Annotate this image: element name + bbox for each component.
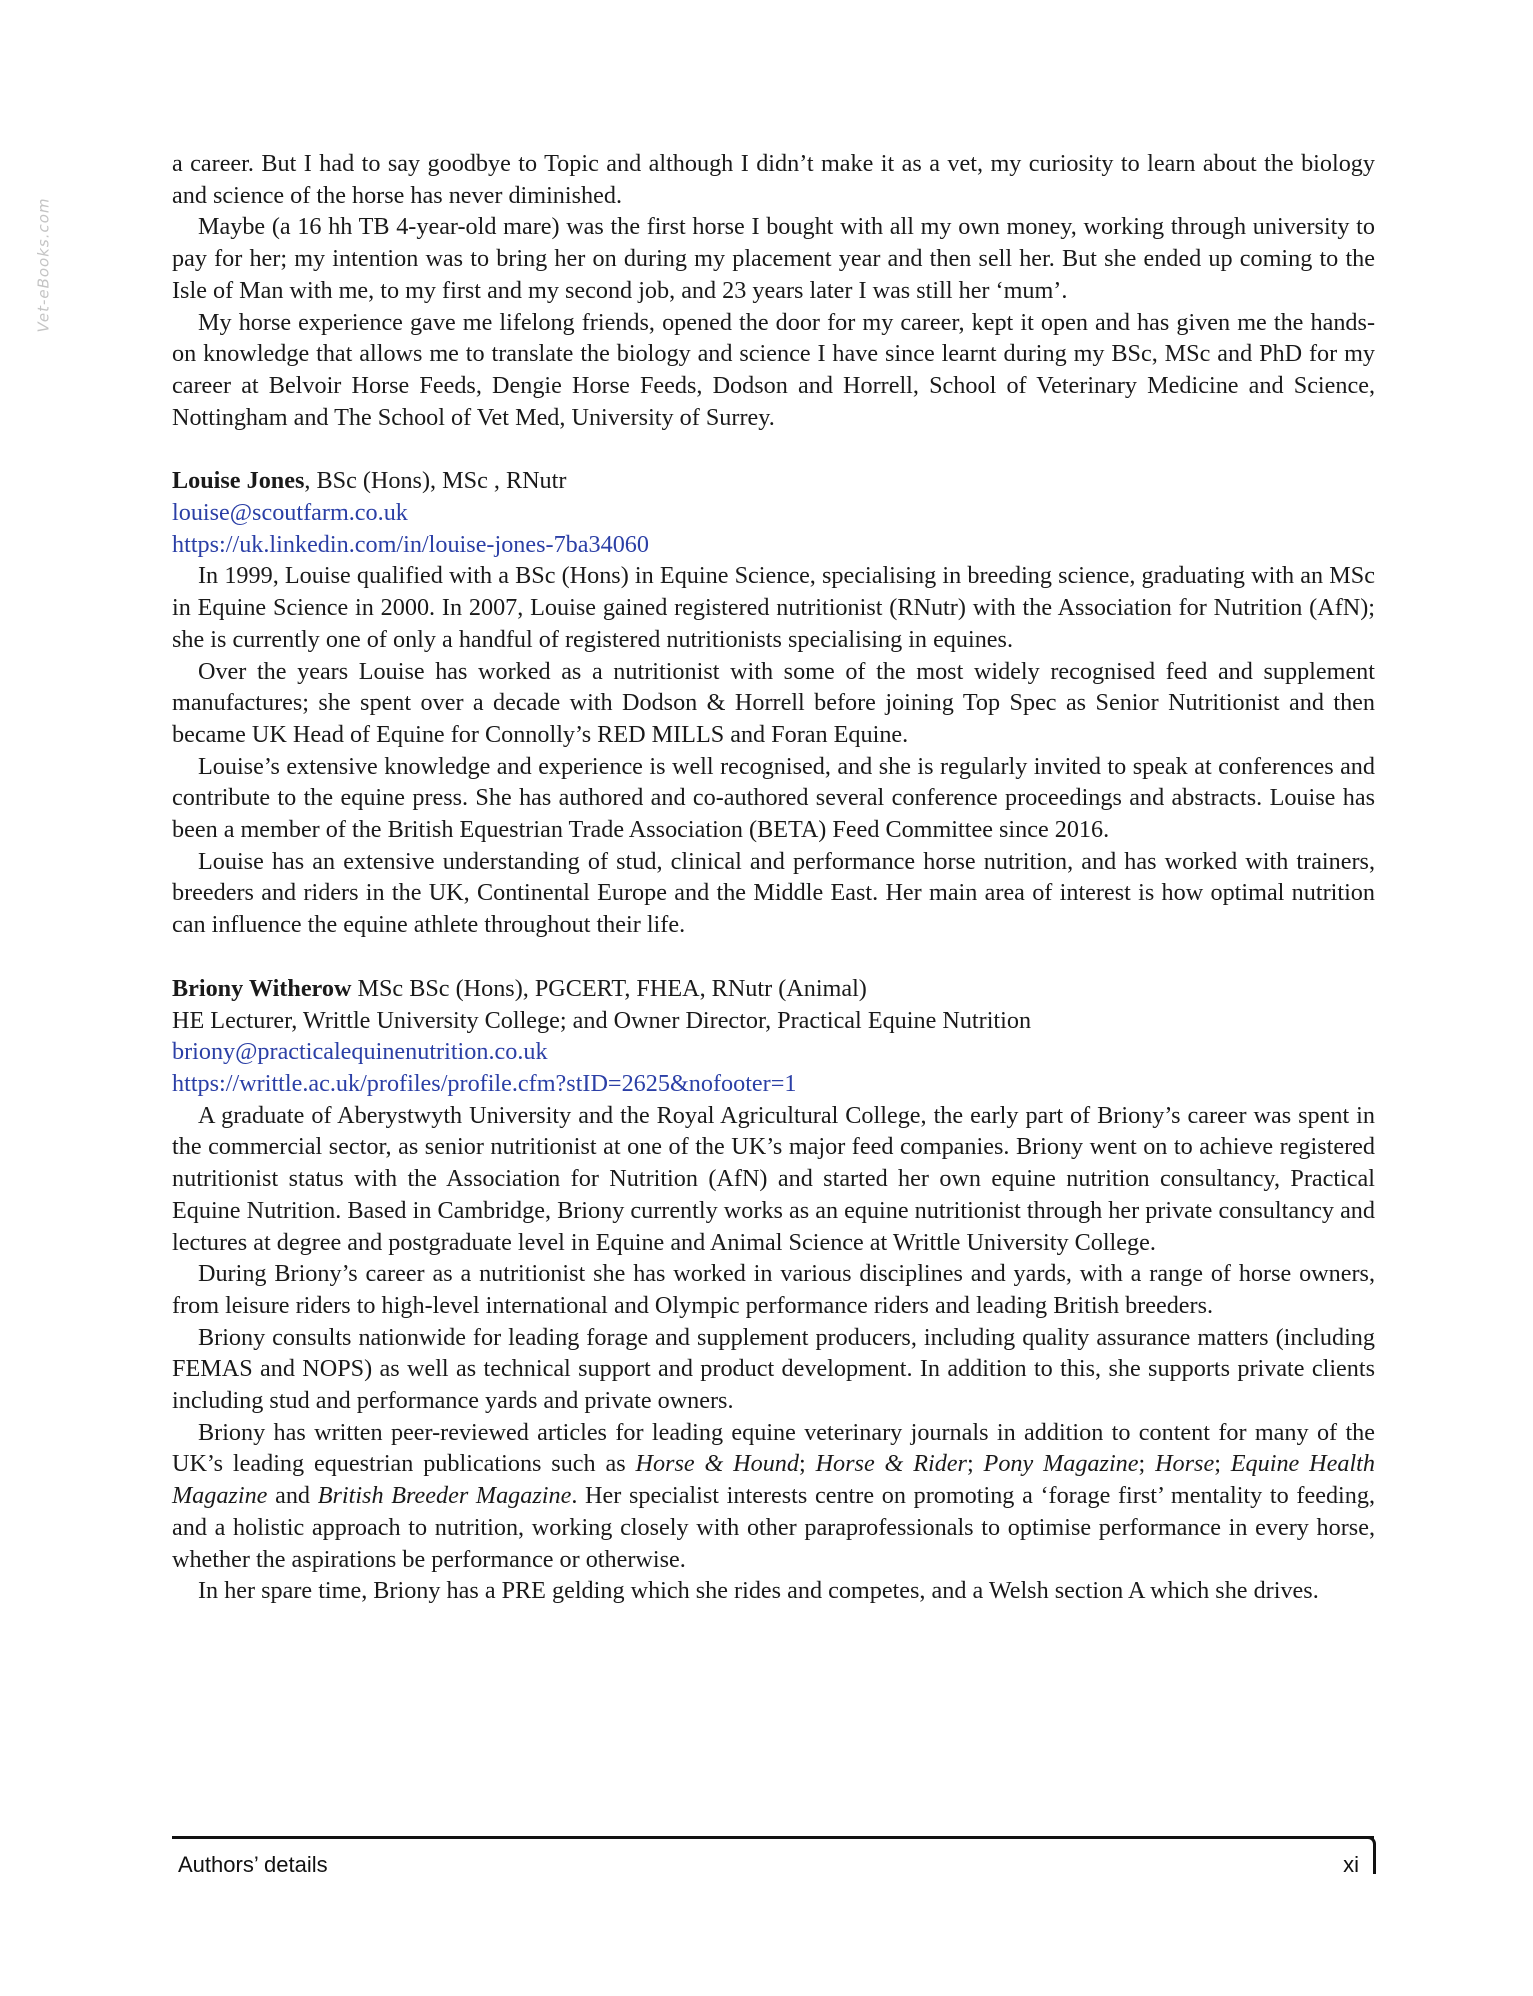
- separator: ;: [966, 1450, 984, 1478]
- page-number: xi: [1343, 1852, 1359, 1877]
- publication-title: Horse & Hound: [635, 1450, 799, 1478]
- louise-email-link[interactable]: louise@scoutfarm.co.uk: [172, 499, 408, 527]
- publication-title: Horse & Rider: [815, 1450, 967, 1478]
- briony-email-link[interactable]: briony@practicalequinenutrition.co.uk: [172, 1038, 548, 1066]
- footer-hook: [1368, 1836, 1376, 1874]
- separator: ;: [1214, 1450, 1231, 1478]
- publication-title: Horse: [1155, 1450, 1215, 1478]
- briony-paragraph-1: A graduate of Aberystwyth University and the Royal Agricultural College, the early part of Briony’s career was spent in the commercial sector, as senior nutritionist at one of the UK’s major feed companies. Briony went on to achieve registered nutritionist status with the Association for Nutrition (AfN) and started her own equine nutrition consultancy, Practical Equine Nutrition. Based in Cambridge, Briony currently works as an equine nutritionist through her private consultancy and lectures at degree and postgraduate level in Equine and Animal Science at Writtle University College.: [172, 1101, 1375, 1256]
- watermark: [24, 180, 64, 350]
- briony-paragraph-2: During Briony’s career as a nutritionist she has worked in various disciplines and yards, with a range of horse owners, from leisure riders to high-level international and Olympic performance riders and leading British breeders.: [172, 1260, 1375, 1319]
- section-spacer: [172, 941, 1375, 973]
- briony-role: HE Lecturer, Writtle University College; and Owner Director, Practical Equine Nutrition: [172, 1006, 1032, 1034]
- briony-profile-link[interactable]: https://writtle.ac.uk/profiles/profile.cfm?stID=2625&nofooter=1: [172, 1069, 797, 1097]
- louise-paragraph-3: Louise’s extensive knowledge and experience is well recognised, and she is regularly invited to speak at conferences and contribute to the equine press. She has authored and co-authored several conference proceedings and abstracts. Louise has been a member of the British Equestrian Trade Association (BETA) Feed Committee since 2016.: [172, 752, 1375, 844]
- separator: ;: [799, 1450, 816, 1478]
- louise-name: Louise Jones: [172, 467, 305, 495]
- briony-paragraph-4: [172, 1417, 1375, 1576]
- briony-paragraph-5: In her spare time, Briony has a PRE gelding which she rides and competes, and a Welsh section A which she drives.: [198, 1577, 1319, 1605]
- publication-title: Equine Health Magazine: [172, 1450, 1375, 1510]
- publication-title: Pony Magazine: [983, 1450, 1139, 1478]
- briony-name: Briony Witherow: [172, 974, 352, 1002]
- louise-heading: [172, 465, 1375, 497]
- publication-title: British Breeder Magazine: [317, 1482, 572, 1510]
- intro-paragraph-1: a career. But I had to say goodbye to Topic and although I didn’t make it as a vet, my curiosity to learn about the biology and science of the horse has never diminished.: [172, 150, 1375, 209]
- louise-paragraph-4: Louise has an extensive understanding of stud, clinical and performance horse nutrition, and has worked with trainers, breeders and riders in the UK, Continental Europe and the Middle East. Her main area of interest is how optimal nutrition can influence the equine athlete throughout their life.: [172, 847, 1375, 939]
- section-spacer: [172, 433, 1375, 465]
- briony-heading: [172, 973, 1375, 1005]
- louise-paragraph-2: Over the years Louise has worked as a nutritionist with some of the most widely recognised feed and supplement manufactures; she spent over a decade with Dodson & Horrell before joining Top Spec as Senior Nutritionist and then became UK Head of Equine for Connolly’s RED MILLS and Foran Equine.: [172, 657, 1375, 748]
- separator: and: [267, 1482, 318, 1510]
- footer-rule: [172, 1836, 1374, 1839]
- separator: ;: [1138, 1450, 1156, 1478]
- louise-profile-link[interactable]: https://uk.linkedin.com/in/louise-jones-7ba34060: [172, 530, 649, 558]
- briony-credentials: MSc BSc (Hons), PGCERT, FHEA, RNutr (Animal): [351, 974, 867, 1002]
- intro-paragraph-2: Maybe (a 16 hh TB 4-year-old mare) was the first horse I bought with all my own money, working through university to pay for her; my intention was to bring her on during my placement year and then sell her. But she ended up coming to the Isle of Man with me, to my first and my second job, and 23 years later I was still her ‘mum’.: [172, 213, 1375, 304]
- louise-credentials: , BSc (Hons), MSc , RNutr: [304, 467, 567, 495]
- louise-paragraph-1: In 1999, Louise qualified with a BSc (Hons) in Equine Science, specialising in breeding science, graduating with an MSc in Equine Science in 2000. In 2007, Louise gained registered nutritionist (RNutr) with the Association for Nutrition (AfN); she is currently one of only a handful of registered nutritionists specialising in equines.: [172, 562, 1375, 653]
- watermark-text: Vet-eBooks.com: [35, 197, 53, 333]
- page-body: [172, 148, 1375, 1607]
- briony-paragraph-3: Briony consults nationwide for leading forage and supplement producers, including quality assurance matters (including FEMAS and NOPS) as well as technical support and product development. In addition to this, she supports private clients including stud and performance yards and private owners.: [172, 1323, 1375, 1415]
- running-footer-title: Authors’ details: [178, 1852, 328, 1877]
- intro-paragraph-3: My horse experience gave me lifelong friends, opened the door for my career, kept it open and has given me the hands-on knowledge that allows me to translate the biology and science I have since learnt during my BSc, MSc and PhD for my career at Belvoir Horse Feeds, Dengie Horse Feeds, Dodson and Horrell, School of Veterinary Medicine and Science, Nottingham and The School of Vet Med, University of Surrey.: [172, 308, 1375, 431]
- pubs-lead-text: Briony has written peer-reviewed articles for leading equine veterinary journals in addition to content for many of the UK’s leading equestrian publications such as: [172, 1418, 1375, 1478]
- pubs-tail-text: . Her specialist interests centre on promoting a ‘forage first’ mentality to feeding, and a holistic approach to nutrition, working closely with other paraprofessionals to optimise performance in every horse, whether the aspirations be performance or otherwise.: [172, 1482, 1375, 1573]
